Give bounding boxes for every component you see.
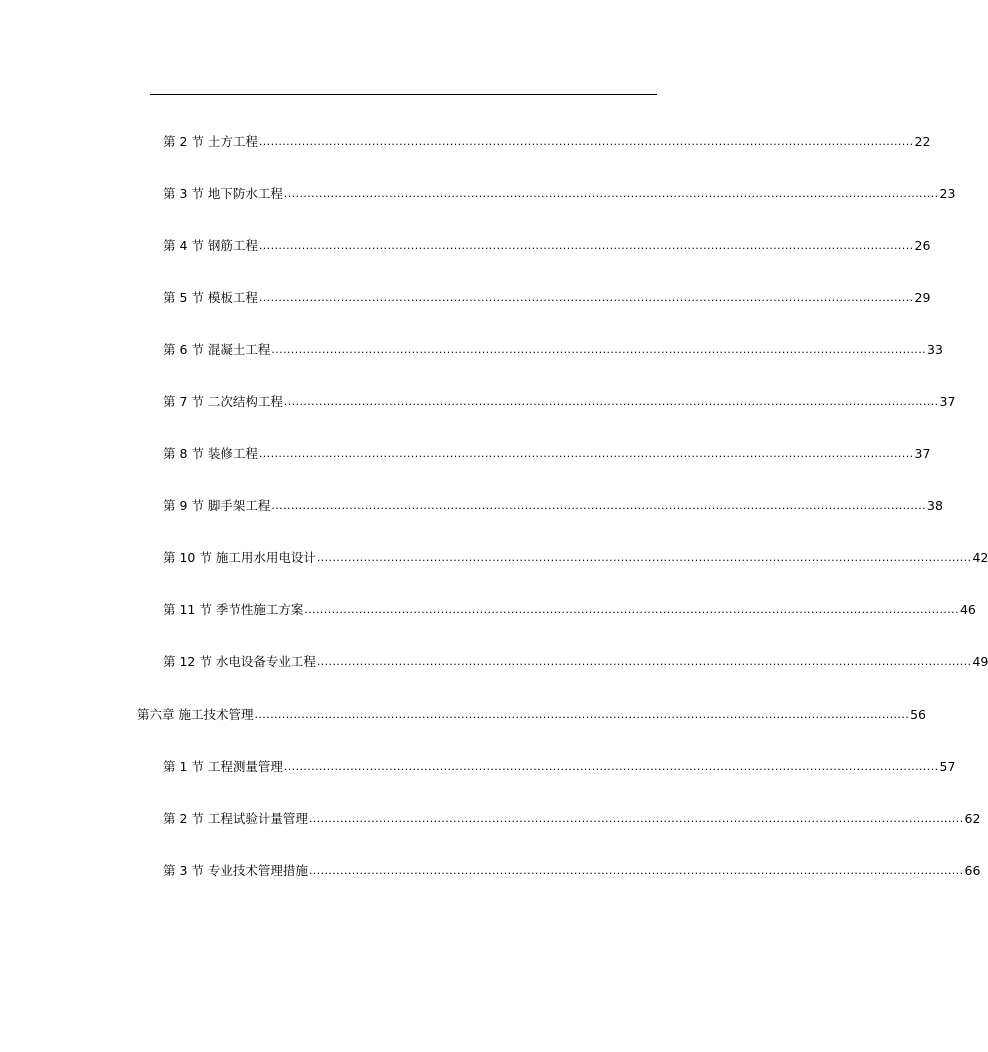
toc-entry-page: 57 (939, 759, 956, 774)
toc-entry-page: 37 (914, 446, 931, 461)
toc-entry[interactable] (163, 546, 988, 566)
toc-leader-dots: ........................................................................................................................................................................ (271, 343, 926, 356)
toc-entry-page: 23 (939, 186, 956, 201)
toc-leader-dots: ........................................................................................................................................................................ (258, 135, 914, 148)
toc-leader-dots: ........................................................................................................................................................................ (258, 239, 914, 252)
toc-leader-dots: ........................................................................................................................................................................ (316, 655, 972, 668)
toc-entry-page: 42 (972, 550, 988, 565)
toc-entry-label: 第 2 节 土方工程 (163, 134, 258, 149)
toc-leader-dots: ........................................................................................................................................................................ (308, 812, 964, 825)
toc-entry[interactable] (163, 598, 976, 618)
toc-entry-label: 第 6 节 混凝土工程 (163, 342, 271, 357)
toc-entry-label: 第 9 节 脚手架工程 (163, 498, 271, 513)
toc-entry[interactable] (163, 807, 981, 827)
toc-entry-page: 46 (959, 602, 976, 617)
toc-leader-dots: ........................................................................................................................................................................ (271, 499, 926, 512)
toc-entry[interactable] (163, 650, 988, 670)
toc-entry-label: 第 5 节 模板工程 (163, 290, 258, 305)
toc-entry-label: 第 12 节 水电设备专业工程 (163, 654, 316, 669)
toc-leader-dots: ........................................................................................................................................................................ (304, 603, 959, 616)
toc-entry[interactable] (163, 130, 931, 150)
toc-entry-label: 第 4 节 钢筋工程 (163, 238, 258, 253)
toc-entry-page: 37 (939, 394, 956, 409)
toc-entry[interactable] (163, 286, 931, 306)
toc-entry[interactable] (163, 182, 956, 202)
toc-entry[interactable] (163, 234, 931, 254)
toc-entry-page: 49 (972, 654, 988, 669)
toc-entry-label: 第 3 节 地下防水工程 (163, 186, 283, 201)
toc-entry[interactable] (163, 494, 943, 514)
toc-entry-page: 33 (927, 342, 943, 357)
toc-entry-label: 第 7 节 二次结构工程 (163, 394, 283, 409)
toc-leader-dots: ........................................................................................................................................................................ (258, 447, 914, 460)
toc-entry-page: 38 (927, 498, 943, 513)
toc-leader-dots: ........................................................................................................................................................................ (258, 291, 914, 304)
toc-entry[interactable] (163, 338, 943, 358)
toc-entry-label: 第 3 节 专业技术管理措施 (163, 863, 308, 878)
toc-entry-chapter[interactable] (137, 703, 927, 723)
toc-entry[interactable] (163, 755, 956, 775)
toc-entry[interactable] (163, 390, 956, 410)
toc-leader-dots: ........................................................................................................................................................................ (283, 760, 939, 773)
toc-entry-page: 29 (914, 290, 931, 305)
toc-entry-label: 第 10 节 施工用水用电设计 (163, 550, 316, 565)
toc-entry-page: 26 (914, 238, 931, 253)
toc-entry-label: 第 8 节 装修工程 (163, 446, 258, 461)
toc-leader-dots: ........................................................................................................................................................................ (308, 864, 964, 877)
toc-entry-label: 第 11 节 季节性施工方案 (163, 602, 304, 617)
toc-entry[interactable] (163, 859, 981, 879)
toc-entry-label: 第 2 节 工程试验计量管理 (163, 811, 308, 826)
toc-entry-page: 22 (914, 134, 931, 149)
toc-entry-label: 第 1 节 工程测量管理 (163, 759, 283, 774)
toc-entry-label: 第六章 施工技术管理 (137, 707, 254, 722)
toc-leader-dots: ........................................................................................................................................................................ (283, 395, 939, 408)
toc-entry-page: 66 (964, 863, 981, 878)
toc-leader-dots: ........................................................................................................................................................................ (254, 708, 910, 721)
toc-entry-page: 62 (964, 811, 981, 826)
toc-leader-dots: ........................................................................................................................................................................ (316, 551, 972, 564)
toc-entry-page: 56 (910, 707, 927, 722)
toc-entry[interactable] (163, 442, 931, 462)
toc-leader-dots: ........................................................................................................................................................................ (283, 187, 939, 200)
